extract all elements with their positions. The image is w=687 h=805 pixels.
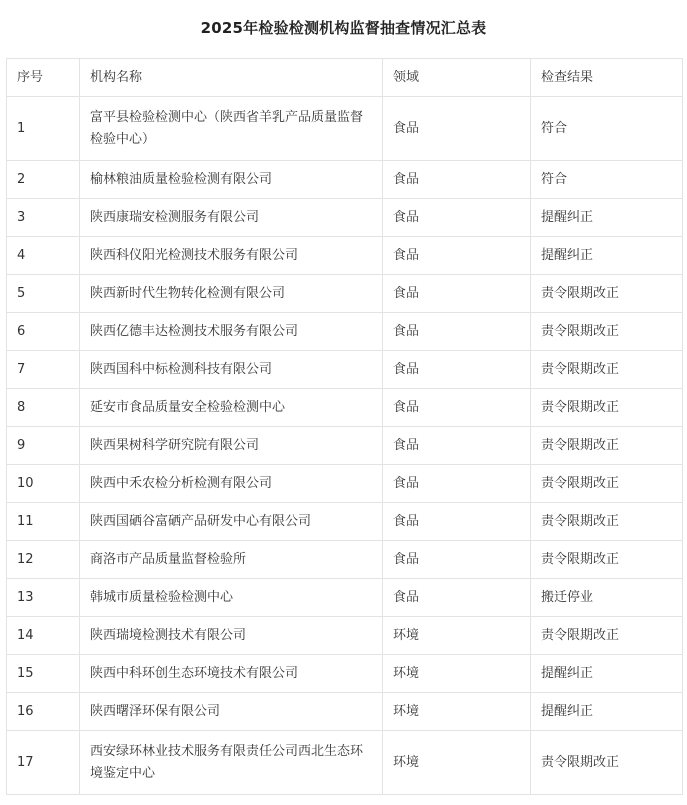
cell-name: 陕西科仪阳光检测技术服务有限公司 bbox=[80, 237, 383, 275]
cell-result: 责令限期改正 bbox=[531, 275, 683, 313]
table-row bbox=[7, 693, 683, 731]
cell-field: 环境 bbox=[383, 655, 531, 693]
table-row bbox=[7, 199, 683, 237]
cell-name: 延安市食品质量安全检验检测中心 bbox=[80, 389, 383, 427]
cell-field: 食品 bbox=[383, 237, 531, 275]
cell-result: 责令限期改正 bbox=[531, 313, 683, 351]
cell-no: 1 bbox=[7, 97, 80, 161]
table-row bbox=[7, 237, 683, 275]
cell-result: 责令限期改正 bbox=[531, 389, 683, 427]
header-result: 检查结果 bbox=[531, 59, 683, 97]
cell-result: 搬迁停业 bbox=[531, 579, 683, 617]
summary-table bbox=[6, 58, 683, 795]
cell-no: 12 bbox=[7, 541, 80, 579]
cell-field: 食品 bbox=[383, 579, 531, 617]
cell-name: 陕西曙泽环保有限公司 bbox=[80, 693, 383, 731]
cell-field: 食品 bbox=[383, 465, 531, 503]
table-row bbox=[7, 313, 683, 351]
cell-result: 符合 bbox=[531, 161, 683, 199]
table-row bbox=[7, 579, 683, 617]
cell-result: 提醒纠正 bbox=[531, 199, 683, 237]
table-header bbox=[7, 59, 683, 97]
page-title: 2025年检验检测机构监督抽查情况汇总表 bbox=[200, 19, 487, 37]
table-row bbox=[7, 655, 683, 693]
header-row bbox=[7, 59, 683, 97]
table-row bbox=[7, 275, 683, 313]
cell-field: 食品 bbox=[383, 275, 531, 313]
cell-field: 食品 bbox=[383, 97, 531, 161]
cell-result: 责令限期改正 bbox=[531, 617, 683, 655]
cell-name: 陕西中禾农检分析检测有限公司 bbox=[80, 465, 383, 503]
cell-field: 食品 bbox=[383, 199, 531, 237]
cell-no: 13 bbox=[7, 579, 80, 617]
cell-no: 15 bbox=[7, 655, 80, 693]
cell-field: 食品 bbox=[383, 541, 531, 579]
cell-field: 环境 bbox=[383, 731, 531, 795]
cell-result: 责令限期改正 bbox=[531, 731, 683, 795]
cell-field: 食品 bbox=[383, 427, 531, 465]
cell-no: 11 bbox=[7, 503, 80, 541]
cell-no: 16 bbox=[7, 693, 80, 731]
cell-result: 提醒纠正 bbox=[531, 237, 683, 275]
cell-no: 8 bbox=[7, 389, 80, 427]
cell-field: 环境 bbox=[383, 693, 531, 731]
cell-field: 食品 bbox=[383, 161, 531, 199]
table-body bbox=[7, 97, 683, 795]
header-field: 领域 bbox=[383, 59, 531, 97]
cell-field: 食品 bbox=[383, 389, 531, 427]
cell-result: 提醒纠正 bbox=[531, 655, 683, 693]
cell-name: 陕西果树科学研究院有限公司 bbox=[80, 427, 383, 465]
cell-result: 责令限期改正 bbox=[531, 351, 683, 389]
table-row bbox=[7, 617, 683, 655]
cell-result: 提醒纠正 bbox=[531, 693, 683, 731]
cell-no: 10 bbox=[7, 465, 80, 503]
cell-field: 环境 bbox=[383, 617, 531, 655]
cell-name: 富平县检验检测中心（陕西省羊乳产品质量监督检验中心） bbox=[80, 97, 383, 161]
cell-field: 食品 bbox=[383, 313, 531, 351]
cell-name: 西安绿环林业技术服务有限责任公司西北生态环境鉴定中心 bbox=[80, 731, 383, 795]
header-name: 机构名称 bbox=[80, 59, 383, 97]
cell-field: 食品 bbox=[383, 503, 531, 541]
cell-no: 3 bbox=[7, 199, 80, 237]
cell-name: 陕西国硒谷富硒产品研发中心有限公司 bbox=[80, 503, 383, 541]
table-row bbox=[7, 731, 683, 795]
table-row bbox=[7, 351, 683, 389]
cell-field: 食品 bbox=[383, 351, 531, 389]
table-row bbox=[7, 427, 683, 465]
cell-result: 责令限期改正 bbox=[531, 427, 683, 465]
cell-result: 责令限期改正 bbox=[531, 541, 683, 579]
table-row bbox=[7, 541, 683, 579]
cell-no: 2 bbox=[7, 161, 80, 199]
cell-no: 7 bbox=[7, 351, 80, 389]
table-row bbox=[7, 465, 683, 503]
cell-no: 14 bbox=[7, 617, 80, 655]
cell-no: 5 bbox=[7, 275, 80, 313]
cell-name: 陕西国科中标检测科技有限公司 bbox=[80, 351, 383, 389]
cell-name: 韩城市质量检验检测中心 bbox=[80, 579, 383, 617]
cell-result: 符合 bbox=[531, 97, 683, 161]
cell-name: 榆林粮油质量检验检测有限公司 bbox=[80, 161, 383, 199]
cell-no: 4 bbox=[7, 237, 80, 275]
cell-name: 陕西中科环创生态环境技术有限公司 bbox=[80, 655, 383, 693]
table-row bbox=[7, 389, 683, 427]
cell-no: 9 bbox=[7, 427, 80, 465]
cell-name: 陕西康瑞安检测服务有限公司 bbox=[80, 199, 383, 237]
table-row bbox=[7, 161, 683, 199]
cell-name: 陕西亿德丰达检测技术服务有限公司 bbox=[80, 313, 383, 351]
cell-name: 陕西新时代生物转化检测有限公司 bbox=[80, 275, 383, 313]
header-no: 序号 bbox=[7, 59, 80, 97]
cell-result: 责令限期改正 bbox=[531, 465, 683, 503]
table-row bbox=[7, 97, 683, 161]
cell-result: 责令限期改正 bbox=[531, 503, 683, 541]
cell-no: 6 bbox=[7, 313, 80, 351]
cell-no: 17 bbox=[7, 731, 80, 795]
cell-name: 陕西瑞境检测技术有限公司 bbox=[80, 617, 383, 655]
table-row bbox=[7, 503, 683, 541]
cell-name: 商洛市产品质量监督检验所 bbox=[80, 541, 383, 579]
